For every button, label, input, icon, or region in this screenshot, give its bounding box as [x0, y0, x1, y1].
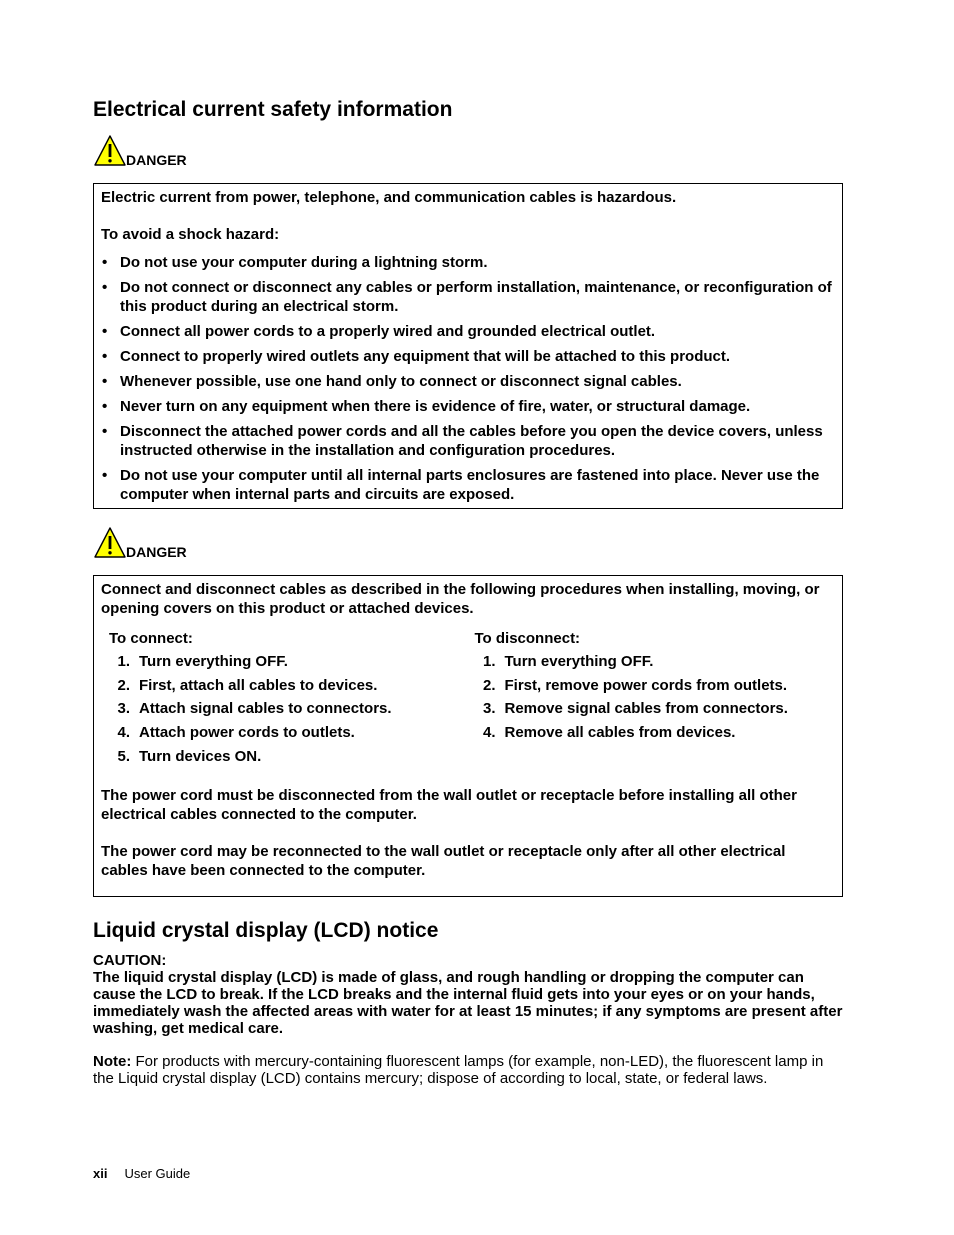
box-paragraph-disconnect: The power cord must be disconnected from the wall outlet or receptacle before installing all other electrical cables connected to the computer. [101, 787, 797, 824]
page-footer [93, 1166, 190, 1182]
section-title-lcd: Liquid crystal display (LCD) notice [93, 919, 439, 942]
list-item: 4. Remove all cables from devices. [482, 724, 736, 742]
connect-heading: To connect: [109, 630, 193, 647]
danger-box-cables [93, 575, 843, 897]
list-item: • Never turn on any equipment when there is evidence of fire, water, or structural damage. [101, 397, 834, 416]
page-number: xii [93, 1166, 108, 1181]
disconnect-steps [475, 652, 835, 742]
list-item: 1. Turn everything OFF. [117, 653, 288, 670]
hazard-bullet-list [101, 253, 834, 504]
list-item: 1. Turn everything OFF. [482, 653, 654, 670]
list-item: 2. First, attach all cables to devices. [117, 676, 378, 694]
caution-label: CAUTION: [93, 952, 167, 969]
list-item: • Do not use your computer during a lightning storm. [101, 253, 834, 272]
list-item: • Do not connect or disconnect any cables or perform installation, maintenance, or reconfiguration of this product during an electrical storm. [101, 278, 834, 316]
note-label: Note: [93, 1053, 132, 1070]
danger-text: DANGER [126, 152, 187, 168]
list-item: 5. Turn devices ON. [117, 747, 262, 765]
disconnect-column [468, 629, 835, 770]
danger-box-electric [93, 183, 843, 509]
danger-label-1 [93, 132, 187, 168]
warning-triangle-icon [93, 526, 127, 560]
connect-steps [109, 652, 468, 766]
section-title-electrical: Electrical current safety information [93, 98, 453, 121]
box-paragraph-reconnect: The power cord may be reconnected to the wall outlet or receptacle only after all other electrical cables have been connected to the computer. [101, 843, 786, 880]
danger-label-2 [93, 524, 187, 560]
book-title: User Guide [124, 1166, 191, 1181]
box-lead: To avoid a shock hazard: [101, 226, 280, 243]
caution-block [93, 952, 845, 1037]
list-item: 3. Attach signal cables to connectors. [117, 700, 392, 718]
caution-text: The liquid crystal display (LCD) is made of glass, and rough handling or dropping the computer can cause the LCD to break. If the LCD breaks and the internal fluid gets into your eyes or on your hands, immediately wash the affected areas with water for at least 15 minutes; if any symptoms are present after washing, get medical care. [93, 969, 843, 1037]
connect-column [101, 629, 468, 770]
list-item: • Connect all power cords to a properly wired and grounded electrical outlet. [101, 322, 834, 341]
list-item: • Disconnect the attached power cords and all the cables before you open the device covers, unless instructed otherwise in the installation and configuration procedures. [101, 422, 834, 460]
box-intro: Connect and disconnect cables as described in the following procedures when installing, moving, or opening covers on this product or attached devices. [101, 581, 820, 617]
box-intro: Electric current from power, telephone, and communication cables is hazardous. [101, 189, 677, 206]
list-item: • Do not use your computer until all internal parts enclosures are fastened into place. Never use the computer when internal parts and circuits are exposed. [101, 466, 834, 504]
note-text: For products with mercury-containing fluorescent lamps (for example, non-LED), the fluorescent lamp in the Liquid crystal display (LCD) contains mercury; dispose of according to local, state, or federal laws. [93, 1053, 824, 1087]
connect-disconnect-columns [101, 629, 834, 770]
note-paragraph [93, 1053, 845, 1087]
list-item: • Whenever possible, use one hand only to connect or disconnect signal cables. [101, 372, 834, 391]
list-item: 4. Attach power cords to outlets. [117, 724, 355, 742]
list-item: 2. First, remove power cords from outlets. [482, 676, 788, 694]
list-item: 3. Remove signal cables from connectors. [482, 700, 788, 718]
warning-triangle-icon [93, 134, 127, 168]
danger-text: DANGER [126, 544, 187, 560]
list-item: • Connect to properly wired outlets any equipment that will be attached to this product. [101, 347, 834, 366]
disconnect-heading: To disconnect: [474, 630, 581, 647]
